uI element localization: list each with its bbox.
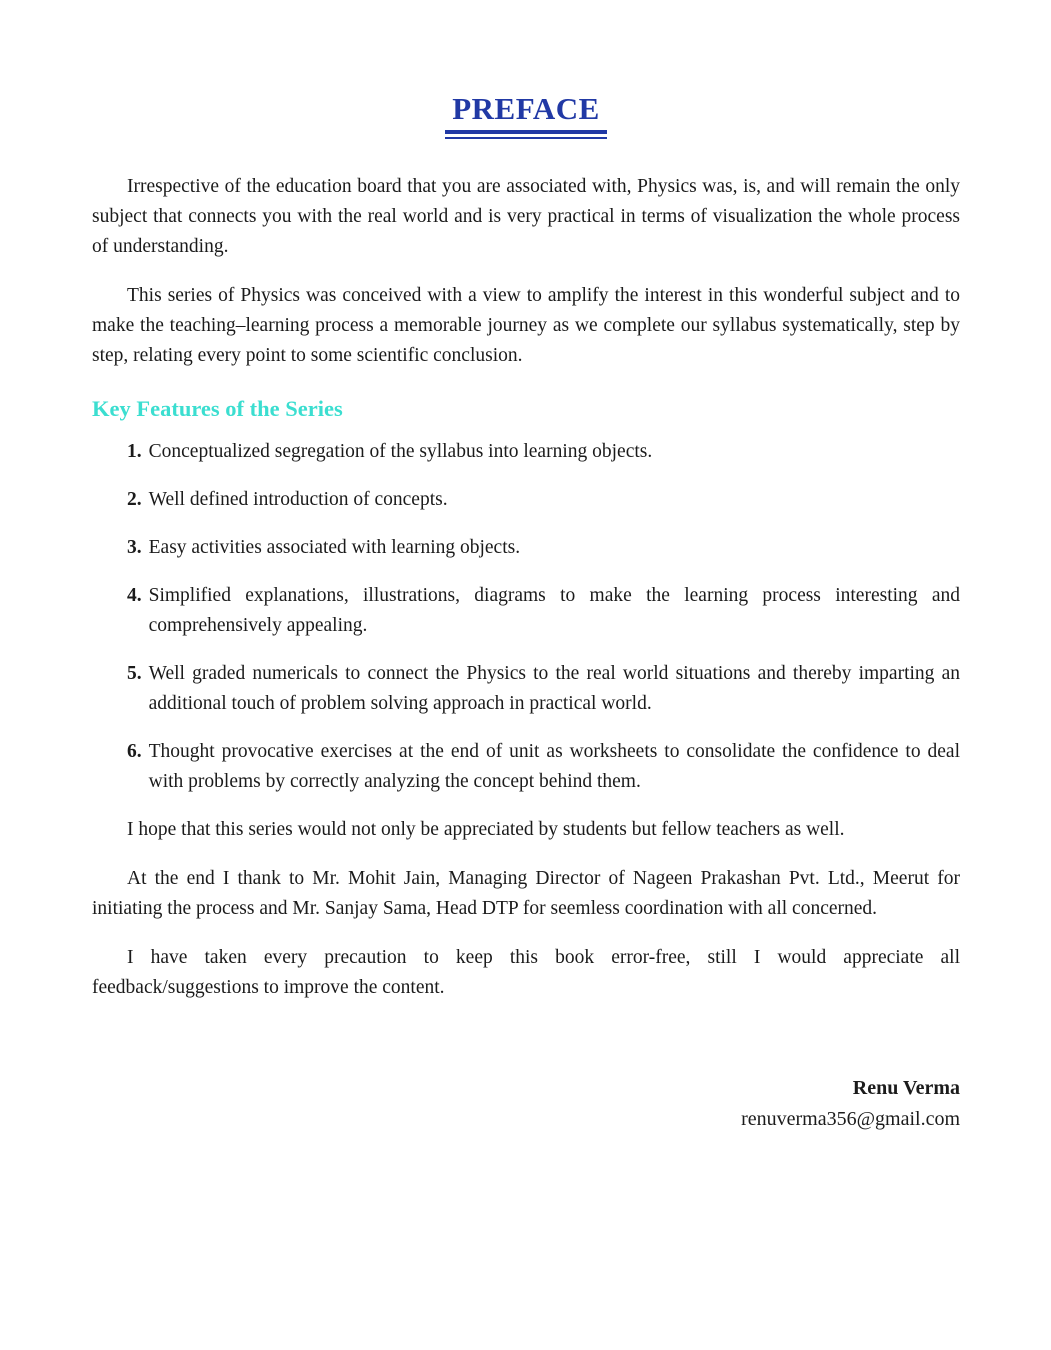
intro-paragraph-2: This series of Physics was conceived with a view to amplify the interest in this wonderful subject and to make the teaching–learning process a memorable journey as we complete our syllabus systematically, step by step, relating every point to some scientific conclusion. (92, 285, 960, 366)
feature-number: 1. (127, 441, 142, 462)
feature-number: 6. (127, 741, 142, 762)
closing-paragraph-1: I hope that this series would not only be appreciated by students but fellow teachers as well. (127, 819, 845, 840)
feature-number: 3. (127, 537, 142, 558)
author-name: Renu Verma (852, 1077, 960, 1099)
features-list (127, 437, 960, 797)
closing-paragraph-3: I have taken every precaution to keep this book error-free, still I would appreciate all feedback/suggestions to improve the content. (92, 947, 960, 998)
feature-text: Simplified explanations, illustrations, diagrams to make the learning process interesting and comprehensively appealing. (148, 585, 960, 636)
feature-item-4 (127, 581, 960, 641)
page-title (92, 90, 960, 134)
intro-paragraph-1: Irrespective of the education board that you are associated with, Physics was, is, and will remain the only subject that connects you with the real world and is very practical in terms of visualization the whole process of understanding. (92, 176, 960, 257)
key-features-heading: Key Features of the Series (92, 396, 343, 421)
page-title-text: PREFACE (445, 91, 607, 134)
feature-item-2 (127, 485, 960, 515)
feature-number: 4. (127, 585, 142, 606)
signature-block (92, 1073, 960, 1135)
feature-item-1 (127, 437, 960, 467)
feature-text: Well graded numericals to connect the Physics to the real world situations and thereby imparting an additional touch of problem solving approach in practical world. (148, 663, 960, 714)
feature-text: Conceptualized segregation of the syllabus into learning objects. (148, 441, 653, 462)
closing-paragraph-2: At the end I thank to Mr. Mohit Jain, Managing Director of Nageen Prakashan Pvt. Ltd., Meerut for initiating the process and Mr. Sanjay Sama, Head DTP for seemless coordination with all concerned. (92, 868, 960, 919)
feature-number: 2. (127, 489, 142, 510)
feature-number: 5. (127, 663, 142, 684)
feature-text: Well defined introduction of concepts. (148, 489, 448, 510)
feature-item-6 (127, 737, 960, 797)
author-email: renuverma356@gmail.com (741, 1108, 960, 1130)
feature-item-3 (127, 533, 960, 563)
feature-item-5 (127, 659, 960, 719)
feature-text: Easy activities associated with learning objects. (148, 537, 521, 558)
feature-text: Thought provocative exercises at the end of unit as worksheets to consolidate the confidence to deal with problems by correctly analyzing the concept behind them. (148, 741, 960, 792)
